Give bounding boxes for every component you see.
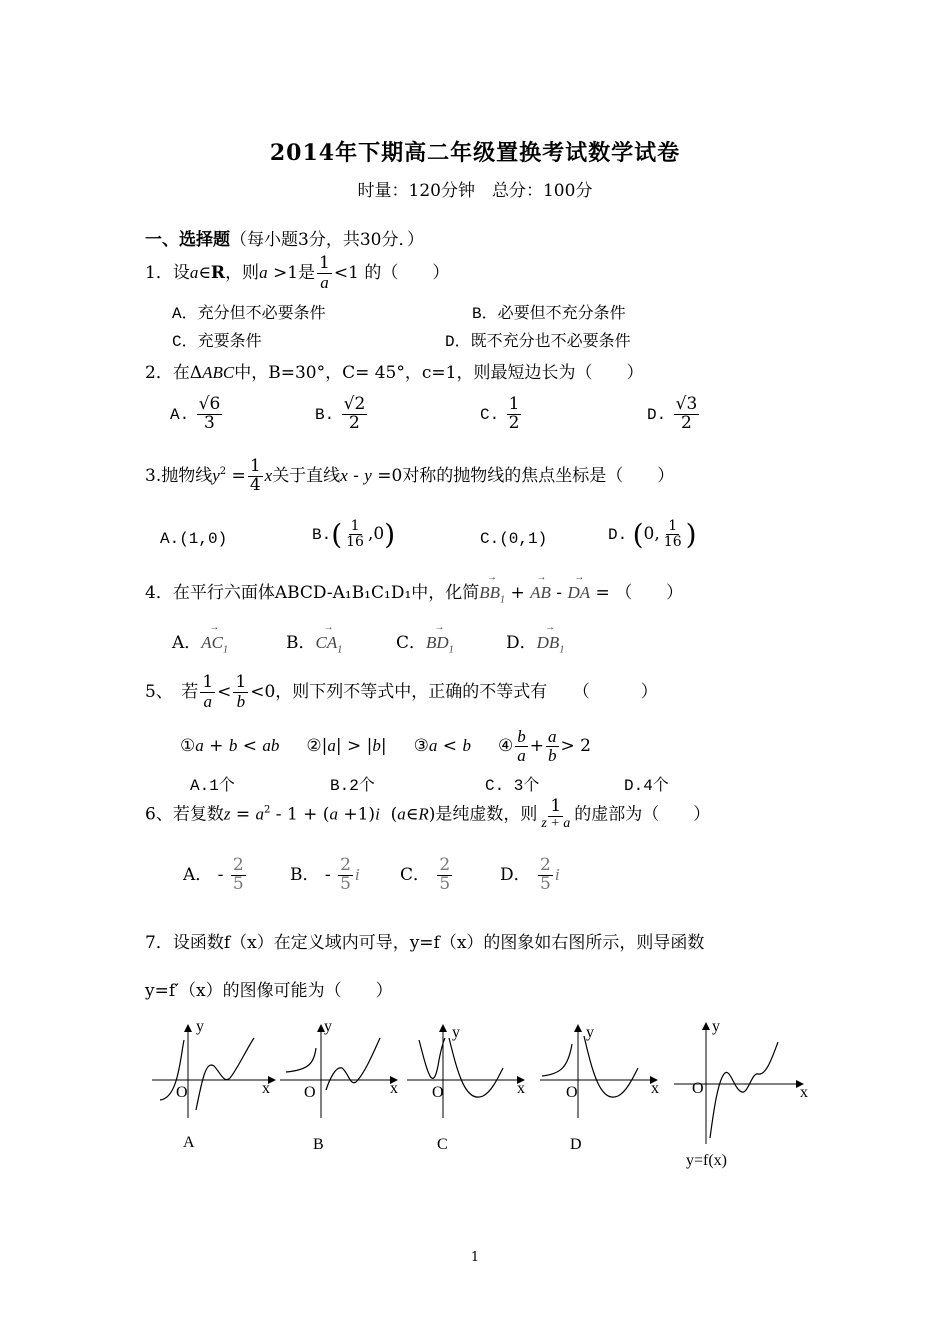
q4-option-d: D．→ $DB_1$ <box>506 628 564 655</box>
graph-d-y-label: y <box>586 1024 594 1041</box>
graph-b-origin: O <box>304 1084 316 1101</box>
q5-option-a: A.1个 <box>190 777 235 795</box>
graph-b <box>278 1020 408 1120</box>
graph-a-label: A <box>183 1134 195 1151</box>
q4-option-c: C．→ $BD_1$ <box>396 628 454 655</box>
graph-fx-y-label: y <box>712 1018 720 1035</box>
graph-d-origin: O <box>566 1084 578 1101</box>
graph-a-origin: O <box>176 1084 188 1101</box>
graph-fx-caption: y=f(x) <box>686 1152 728 1169</box>
q6-option-c: C． $\frac{2}{5}$ <box>400 855 451 894</box>
q1-option-b: B．必要但不充分条件 <box>472 305 626 323</box>
question-5-stem: 5、 若 $\frac{1}{a}$ < $\frac{1}{b}$ <0，则下列不等式中，正确的不等式有 （ ） <box>145 672 658 711</box>
q3-option-b: B.( $\frac{1}{16}$ ,0) <box>312 518 396 551</box>
q5-option-b: B.2个 <box>330 777 375 795</box>
graph-a-x-label: x <box>262 1080 270 1097</box>
question-3-stem: 3.抛物线$y^2$ = $\frac{1}{4}$ x关于直线x - y =0对称的抛物线的焦点坐标是（ ） <box>145 456 675 495</box>
q2-option-a: A. $\frac{√6}{3}$ <box>170 394 221 433</box>
exam-info: 时量：120分钟 总分：100分 <box>357 181 593 201</box>
question-1-stem: 1．设a∈R，则a >1是 $\frac{1}{a}$ <1 的（ ） <box>145 253 450 292</box>
q3-option-d: D. (0, $\frac{1}{16}$ ) <box>608 518 697 551</box>
graph-a <box>150 1020 280 1120</box>
graph-fx-x-label: x <box>800 1084 808 1101</box>
graph-d-x-label: x <box>651 1080 659 1097</box>
q5-statements: ①a + b < ab ②|a| > |b| ③a < b ④ $\frac{b}{a}$ + $\frac{a}{b}$ > 2 <box>180 727 591 765</box>
graph-c-y-label: y <box>452 1024 460 1041</box>
graph-c <box>405 1020 535 1120</box>
graph-b-x-label: x <box>390 1080 398 1097</box>
q5-option-c: C. 3个 <box>485 777 540 795</box>
graph-a-y-label: y <box>196 1018 204 1035</box>
section-heading: 一、选择题（每小题3分，共30分．） <box>145 230 424 250</box>
graph-c-x-label: x <box>517 1080 525 1097</box>
q2-option-c: C. $\frac{1}{2}$ <box>480 394 520 433</box>
q6-option-b: B． - $\frac{2}{5}$ i <box>290 855 360 894</box>
q4-option-b: B．→ $CA_1$ <box>286 628 342 655</box>
q2-option-b: B. $\frac{√2}{2}$ <box>315 394 366 433</box>
question-6-stem: 6、若复数$z = a^2 - 1 + (a +1)i$ (a∈R)是纯虚数，则 $\frac{1}{z + a}$ 的虚部为（ ） <box>145 796 711 831</box>
question-4-stem: 4．在平行六面体ABCD-A₁B₁C₁D₁中，化简→ $BB_1$ + → AB - → DA = （ ） <box>145 578 683 605</box>
q1-option-c: C．充要条件 <box>172 333 262 351</box>
page-title: 2014年下期高二年级置换考试数学试卷 <box>269 140 681 166</box>
q2-option-d: D. $\frac{√3}{2}$ <box>647 394 698 433</box>
q6-option-d: D． $\frac{2}{5}$ i <box>500 855 560 894</box>
graph-d <box>538 1020 668 1120</box>
graph-c-label: C <box>437 1136 448 1153</box>
q4-option-a: A．→ $AC_1$ <box>172 628 228 655</box>
graph-d-label: D <box>570 1136 582 1153</box>
graph-b-label: B <box>313 1136 324 1153</box>
page-number: 1 <box>470 1250 480 1265</box>
q3-option-a: A.(1,0) <box>160 530 228 548</box>
question-7-line2: y=f′（x）的图像可能为（ ） <box>145 981 393 1001</box>
graph-b-y-label: y <box>324 1018 332 1035</box>
q6-option-a: A． - $\frac{2}{5}$ <box>183 855 244 894</box>
q1-option-a: A．充分但不必要条件 <box>172 305 326 323</box>
q1-option-d: D．既不充分也不必要条件 <box>445 333 631 351</box>
q3-option-c: C.(0,1) <box>480 530 548 548</box>
question-7-line1: 7．设函数f（x）在定义域内可导，y=f（x）的图象如右图所示，则导函数 <box>145 933 705 953</box>
question-2-stem: 2．在ΔABC中，B=30°，C= 45°，c=1，则最短边长为（ ） <box>145 363 644 383</box>
graph-fx-origin: O <box>692 1080 704 1097</box>
graph-c-origin: O <box>432 1084 444 1101</box>
q5-option-d: D.4个 <box>624 777 669 795</box>
